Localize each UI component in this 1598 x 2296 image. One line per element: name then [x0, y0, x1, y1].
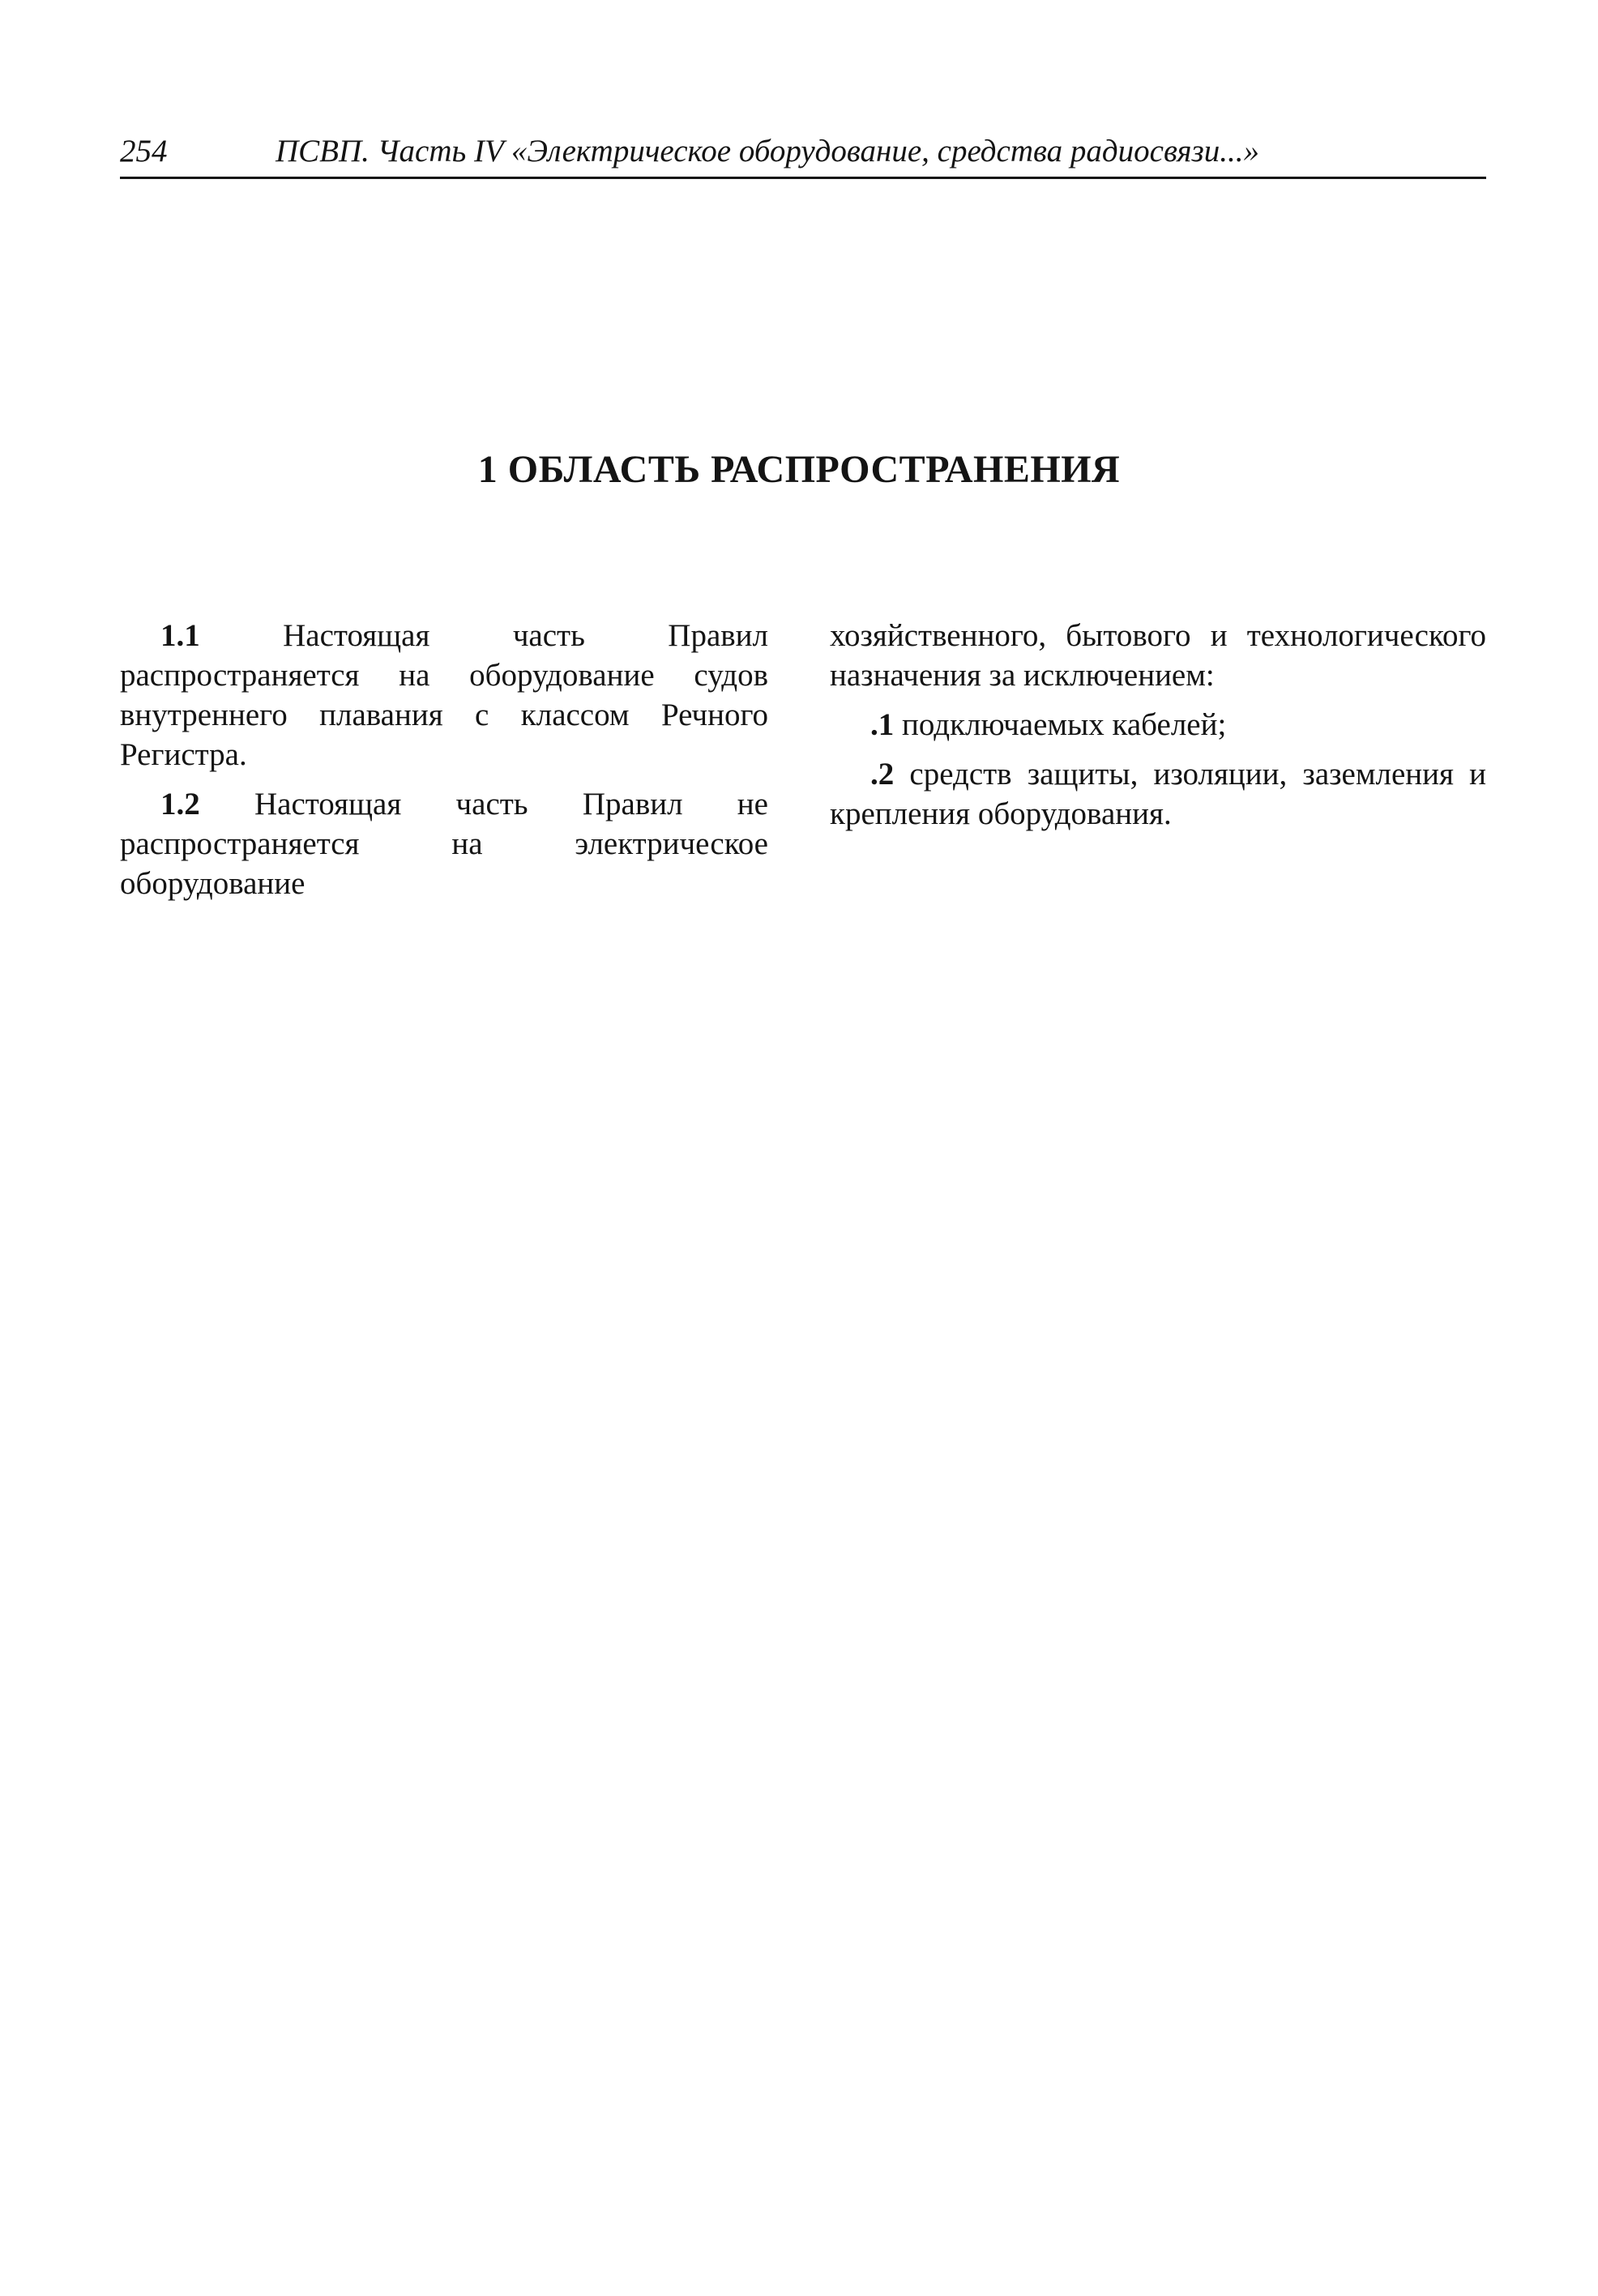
paragraph-number: 1.2 [160, 787, 200, 822]
list-item-1 [830, 705, 1486, 745]
paragraph-text: Настоящая часть Правил распространяется на оборудование судов внутреннего плавания с классом Речного Регистра. [120, 618, 768, 772]
list-item-number: .2 [870, 757, 895, 792]
section-title: 1 ОБЛАСТЬ РАСПРОСТРАНЕНИЯ [477, 448, 1121, 491]
right-column [830, 616, 1486, 843]
left-column [120, 616, 768, 913]
paragraph-number: 1.1 [160, 618, 200, 653]
page-number: 254 [120, 134, 168, 169]
paragraph-1-2 [120, 784, 768, 903]
header-title: ПСВП. Часть IV «Электрическое оборудование, средства радиосвязи...» [276, 134, 1259, 169]
list-item-text: подключаемых кабелей; [894, 707, 1227, 742]
paragraph-1-2-continued: хозяйственного, бытового и технологического назначения за исключением: [830, 618, 1486, 693]
paragraph-1-1 [120, 616, 768, 775]
list-item-number: .1 [870, 707, 895, 742]
list-item-2 [830, 754, 1486, 834]
paragraph-text: Настоящая часть Правил не распространяется на электрическое оборудование [120, 787, 768, 901]
header-rule [120, 177, 1486, 179]
list-item-text: средств защиты, изоляции, заземления и крепления оборудования. [830, 757, 1486, 831]
running-header [120, 131, 1486, 180]
